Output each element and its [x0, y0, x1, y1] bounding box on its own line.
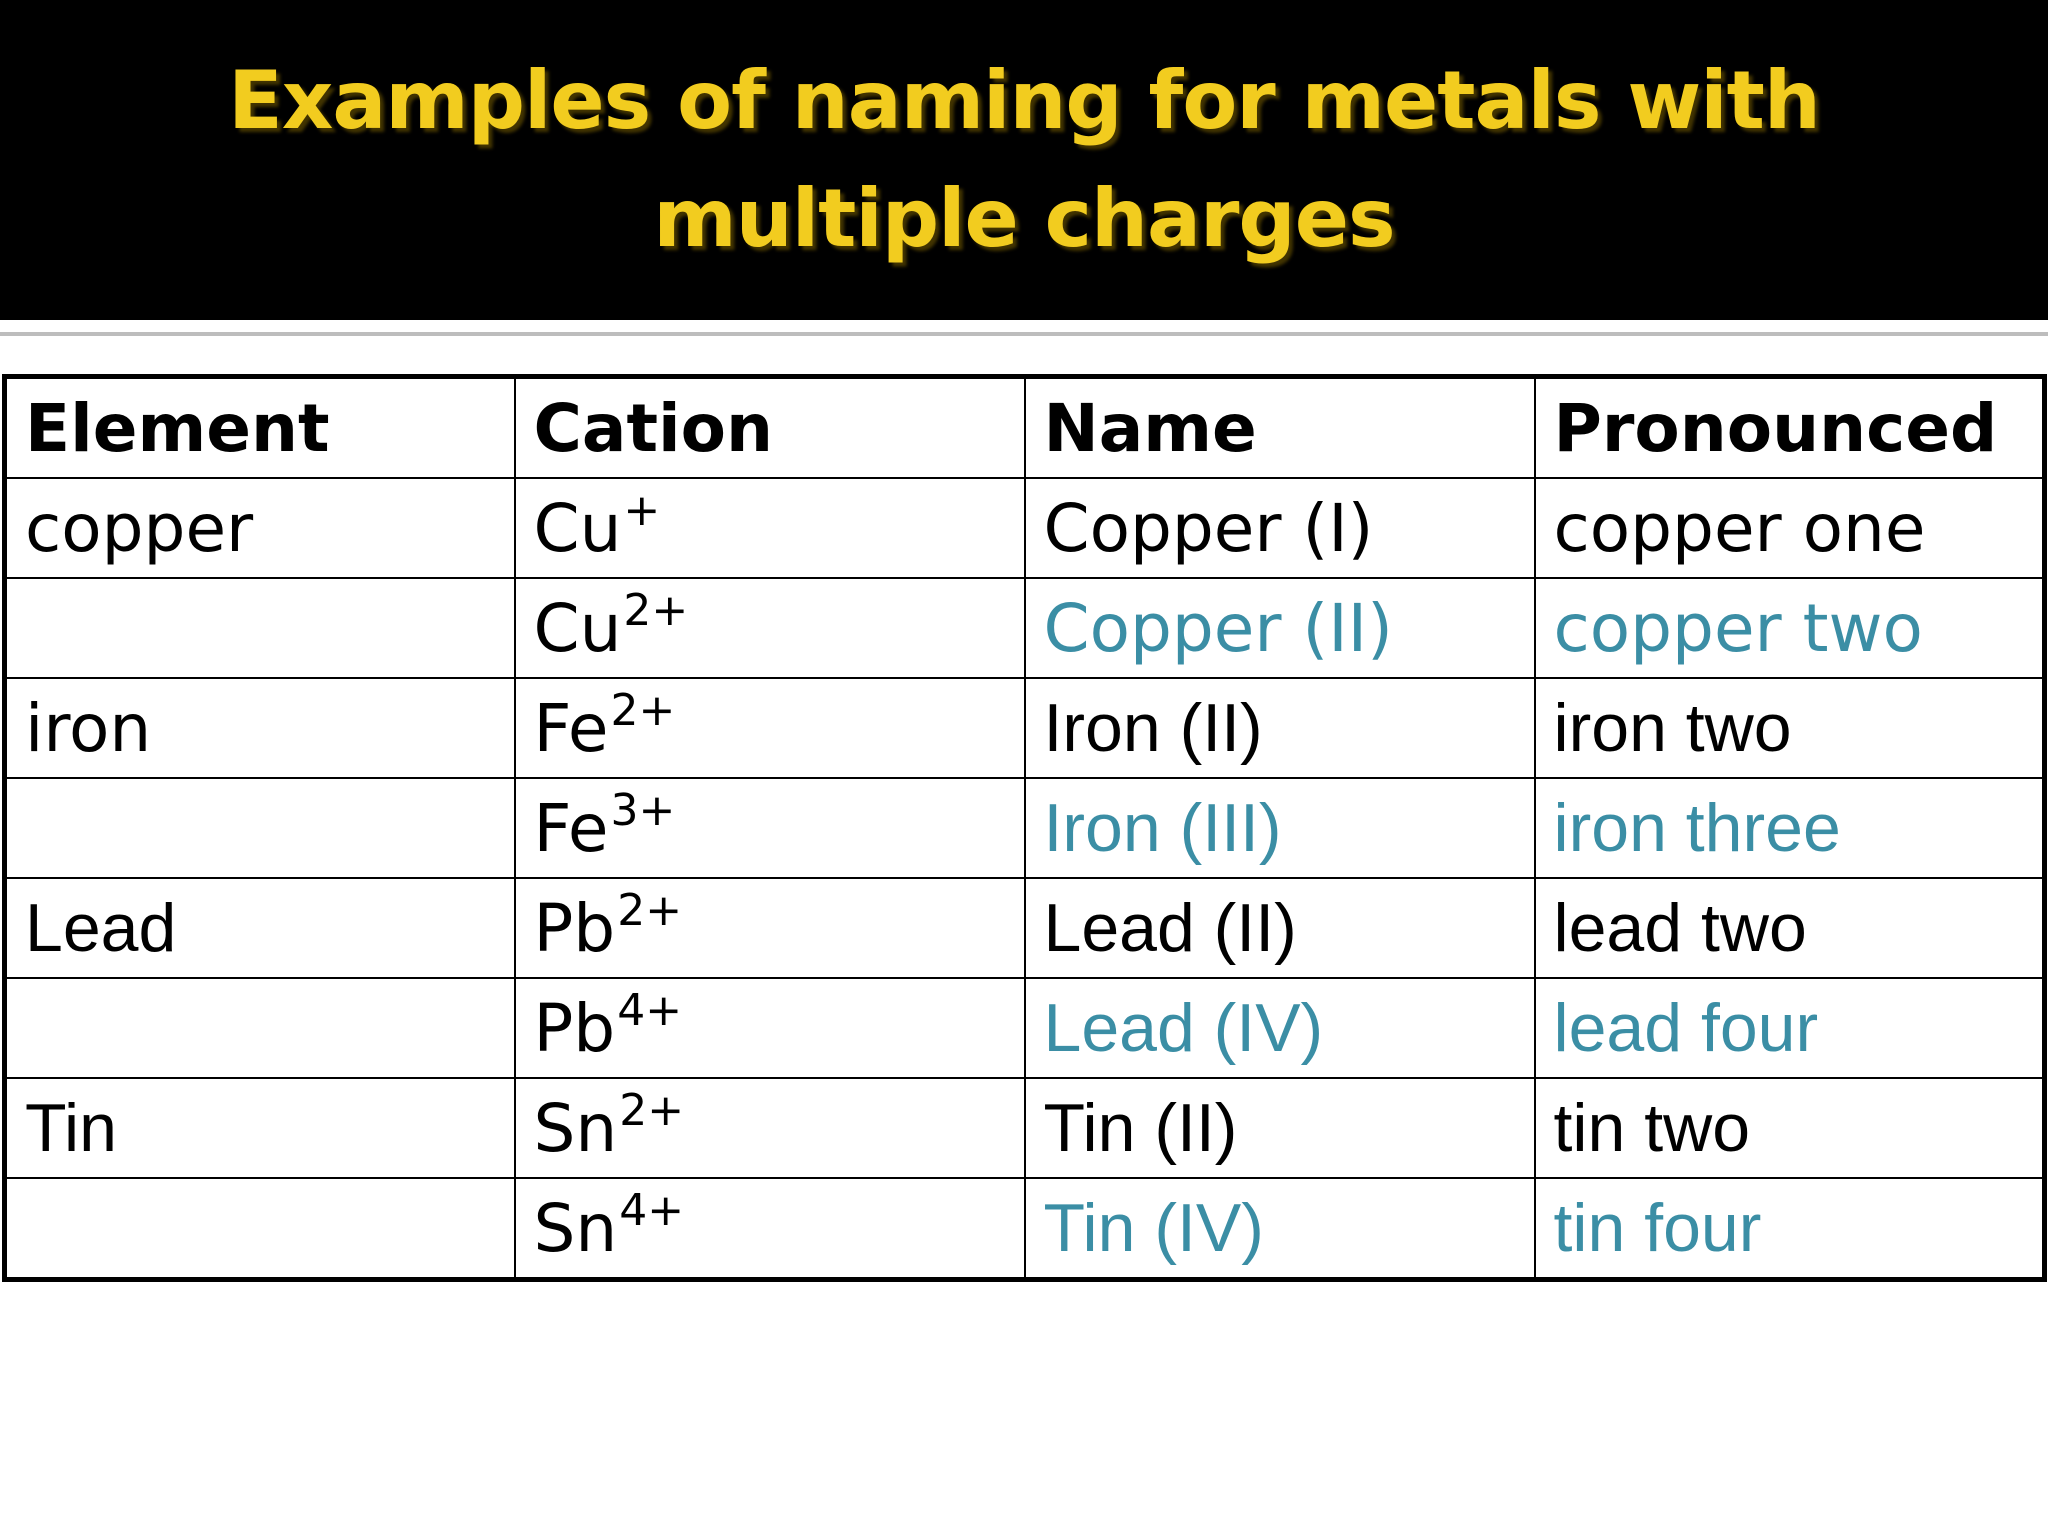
cation-charge: 3+: [610, 784, 676, 836]
cation-charge: 4+: [617, 984, 683, 1036]
header-pronounced: Pronounced: [1535, 377, 2045, 479]
cation-charge: +: [623, 484, 661, 536]
name-cell: Copper (I): [1025, 478, 1535, 578]
element-cell: iron: [5, 678, 515, 778]
pronounced-cell: copper one: [1535, 478, 2045, 578]
cation-charge: 4+: [619, 1184, 685, 1236]
cation-cell: [515, 878, 1025, 978]
pronounced-cell: iron three: [1535, 778, 2045, 878]
element-cell: Lead: [5, 878, 515, 978]
cation-symbol: Sn: [533, 1089, 618, 1167]
cation-cell: [515, 1078, 1025, 1178]
table-row: [5, 678, 2045, 778]
name-cell: Iron (II): [1025, 678, 1535, 778]
table-header-row: [5, 377, 2045, 479]
pronounced-cell: tin two: [1535, 1078, 2045, 1178]
header-name: Name: [1025, 377, 1535, 479]
element-cell: Tin: [5, 1078, 515, 1178]
table-row: [5, 978, 2045, 1078]
cation-cell: [515, 678, 1025, 778]
title-gap: [0, 320, 2048, 330]
name-cell: Copper (II): [1025, 578, 1535, 678]
header-element: Element: [5, 377, 515, 479]
header-cation: Cation: [515, 377, 1025, 479]
slide-title: Examples of naming for metals with multiple charges: [228, 54, 1820, 265]
cation-cell: [515, 478, 1025, 578]
cation-naming-table: [2, 374, 2047, 1282]
cation-charge: 2+: [617, 884, 683, 936]
element-cell: [5, 1178, 515, 1280]
table-row: [5, 778, 2045, 878]
pronounced-cell: lead four: [1535, 978, 2045, 1078]
name-cell: Tin (II): [1025, 1078, 1535, 1178]
name-cell: Lead (II): [1025, 878, 1535, 978]
element-cell: copper: [5, 478, 515, 578]
pronounced-cell: copper two: [1535, 578, 2045, 678]
pronounced-cell: lead two: [1535, 878, 2045, 978]
table-row: [5, 478, 2045, 578]
cation-charge: 2+: [619, 1084, 685, 1136]
table-row: [5, 878, 2045, 978]
pronounced-cell: tin four: [1535, 1178, 2045, 1280]
title-bar: [0, 0, 2048, 320]
element-cell: [5, 578, 515, 678]
pronounced-cell: iron two: [1535, 678, 2045, 778]
cation-symbol: Cu: [533, 589, 622, 667]
table-row: [5, 1178, 2045, 1280]
cation-cell: [515, 978, 1025, 1078]
name-cell: Lead (IV): [1025, 978, 1535, 1078]
cation-cell: [515, 778, 1025, 878]
element-cell: [5, 778, 515, 878]
table-row: [5, 578, 2045, 678]
cation-symbol: Fe: [533, 689, 609, 767]
element-cell: [5, 978, 515, 1078]
cation-cell: [515, 1178, 1025, 1280]
title-divider: [0, 332, 2048, 336]
table-row: [5, 1078, 2045, 1178]
cation-symbol: Pb: [533, 989, 616, 1067]
cation-cell: [515, 578, 1025, 678]
name-cell: Iron (III): [1025, 778, 1535, 878]
cation-symbol: Fe: [533, 789, 609, 867]
cation-symbol: Sn: [533, 1189, 618, 1267]
cation-charge: 2+: [610, 684, 676, 736]
cation-charge: 2+: [623, 584, 689, 636]
cation-symbol: Cu: [533, 489, 622, 567]
name-cell: Tin (IV): [1025, 1178, 1535, 1280]
cation-symbol: Pb: [533, 889, 616, 967]
